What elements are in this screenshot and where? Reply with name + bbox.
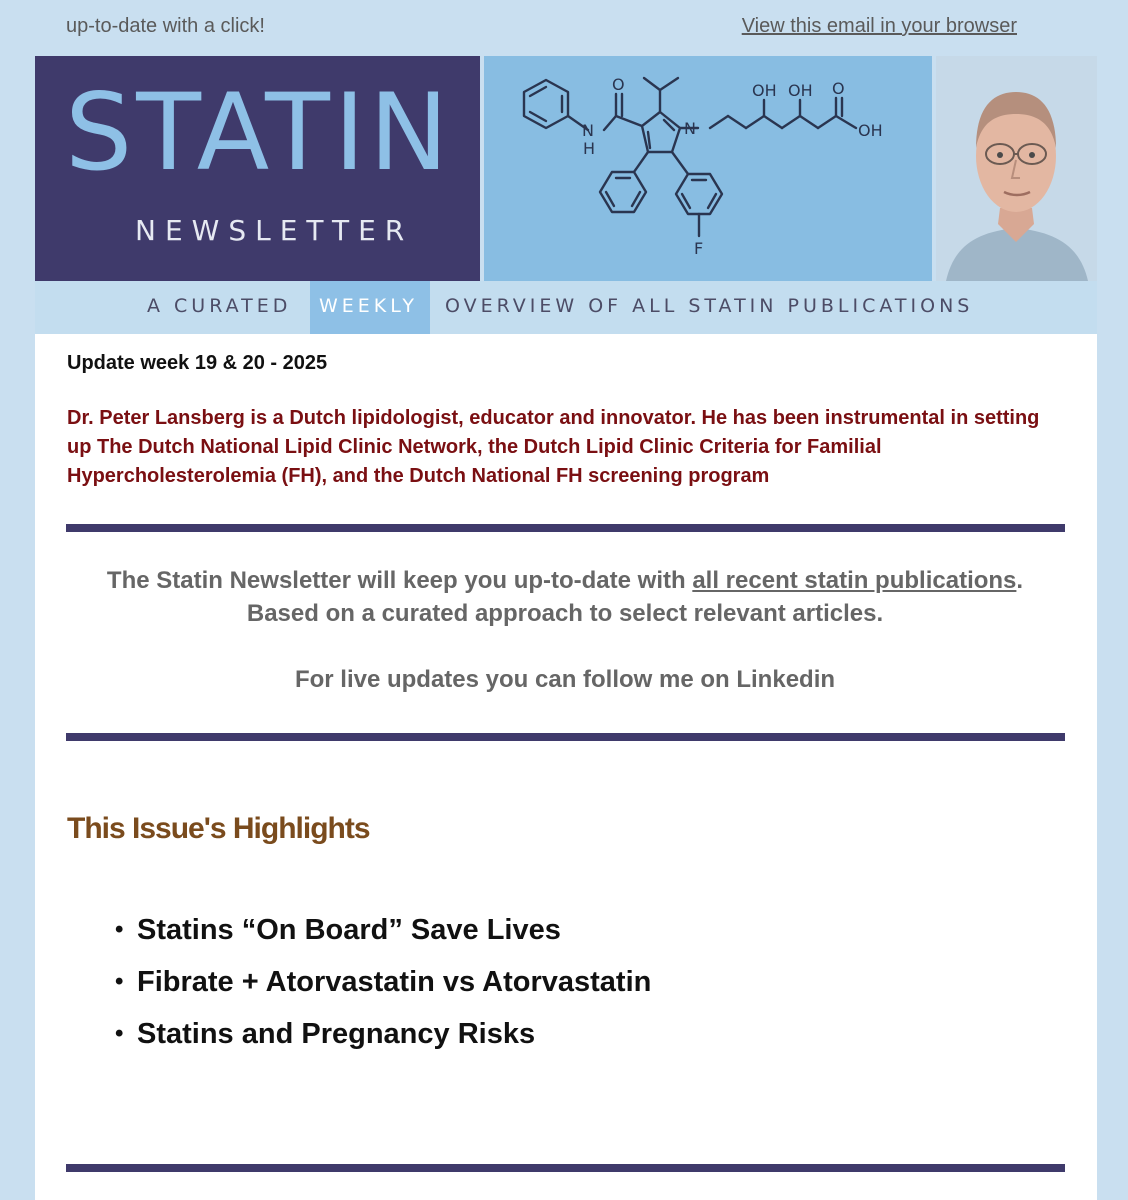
strip-weekly-label: WEEKLY xyxy=(319,295,418,317)
highlight-item xyxy=(95,956,651,1008)
intro-text-after: . Based on a curated approach to select relevant articles. xyxy=(246,567,1024,627)
intro-text-before: The Statin Newsletter will keep you up-to-date with xyxy=(106,567,693,594)
author-bio: Dr. Peter Lansberg is a Dutch lipidologist, educator and innovator. He has been instrumental in setting up The Dutch National Lipid Clinic Network, the Dutch Lipid Clinic Criteria for Familial Hypercholesterolemia (FH), and the Dutch National FH screening program xyxy=(67,407,1040,487)
molecule-label-h: H xyxy=(583,139,596,158)
update-week-heading: Update week 19 & 20 - 2025 xyxy=(67,352,328,374)
highlights-title: This Issue's Highlights xyxy=(67,812,370,845)
strip-text-right: OVERVIEW OF ALL STATIN PUBLICATIONS xyxy=(445,295,974,317)
view-in-browser-link[interactable]: View this email in your browser xyxy=(741,15,1017,37)
molecule-label-o-acid: O xyxy=(832,79,845,98)
preheader xyxy=(0,0,1128,56)
molecule-label-oh-acid: OH xyxy=(858,121,883,140)
strip-text-left: A CURATED xyxy=(147,295,292,317)
highlight-item-text: Statins and Pregnancy Risks xyxy=(137,1018,536,1050)
divider-top xyxy=(66,524,1065,532)
molecule-label-ring-n: N xyxy=(684,119,696,138)
all-recent-statin-publications-link[interactable]: all recent statin publications xyxy=(692,567,1017,594)
atorvastatin-molecule-image xyxy=(484,56,932,281)
molecule-label-o-amide: O xyxy=(612,75,625,94)
highlight-item xyxy=(95,1008,651,1060)
divider-middle xyxy=(66,733,1065,741)
molecule-structure-icon xyxy=(484,56,932,281)
bullet-icon: • xyxy=(115,1020,124,1047)
newsletter-banner xyxy=(35,56,1097,334)
newsletter-content xyxy=(35,334,1097,1200)
banner-strip xyxy=(35,281,1097,334)
weekly-highlight xyxy=(310,281,430,334)
preheader-tagline: up-to-date with a click! xyxy=(66,15,265,37)
highlight-item xyxy=(95,904,651,956)
divider-bottom xyxy=(66,1164,1065,1172)
statin-logo xyxy=(35,56,480,281)
highlights-list xyxy=(95,904,651,1060)
molecule-label-oh-2: OH xyxy=(788,81,813,100)
linkedin-follow-text: For live updates you can follow me on Linkedin xyxy=(294,666,836,693)
author-portrait-image xyxy=(936,56,1097,281)
highlight-item-text: Statins “On Board” Save Lives xyxy=(137,914,561,946)
molecule-label-f: F xyxy=(694,239,704,258)
logo-title: STATIN xyxy=(65,71,453,194)
portrait-icon xyxy=(936,56,1097,281)
bullet-icon: • xyxy=(115,968,124,995)
highlight-item-text: Fibrate + Atorvastatin vs Atorvastatin xyxy=(137,966,652,998)
molecule-label-n: N xyxy=(582,121,594,140)
bullet-icon: • xyxy=(115,916,124,943)
molecule-label-oh-1: OH xyxy=(752,81,777,100)
intro-paragraph xyxy=(95,564,1035,630)
logo-subtitle: NEWSLETTER xyxy=(135,214,414,247)
